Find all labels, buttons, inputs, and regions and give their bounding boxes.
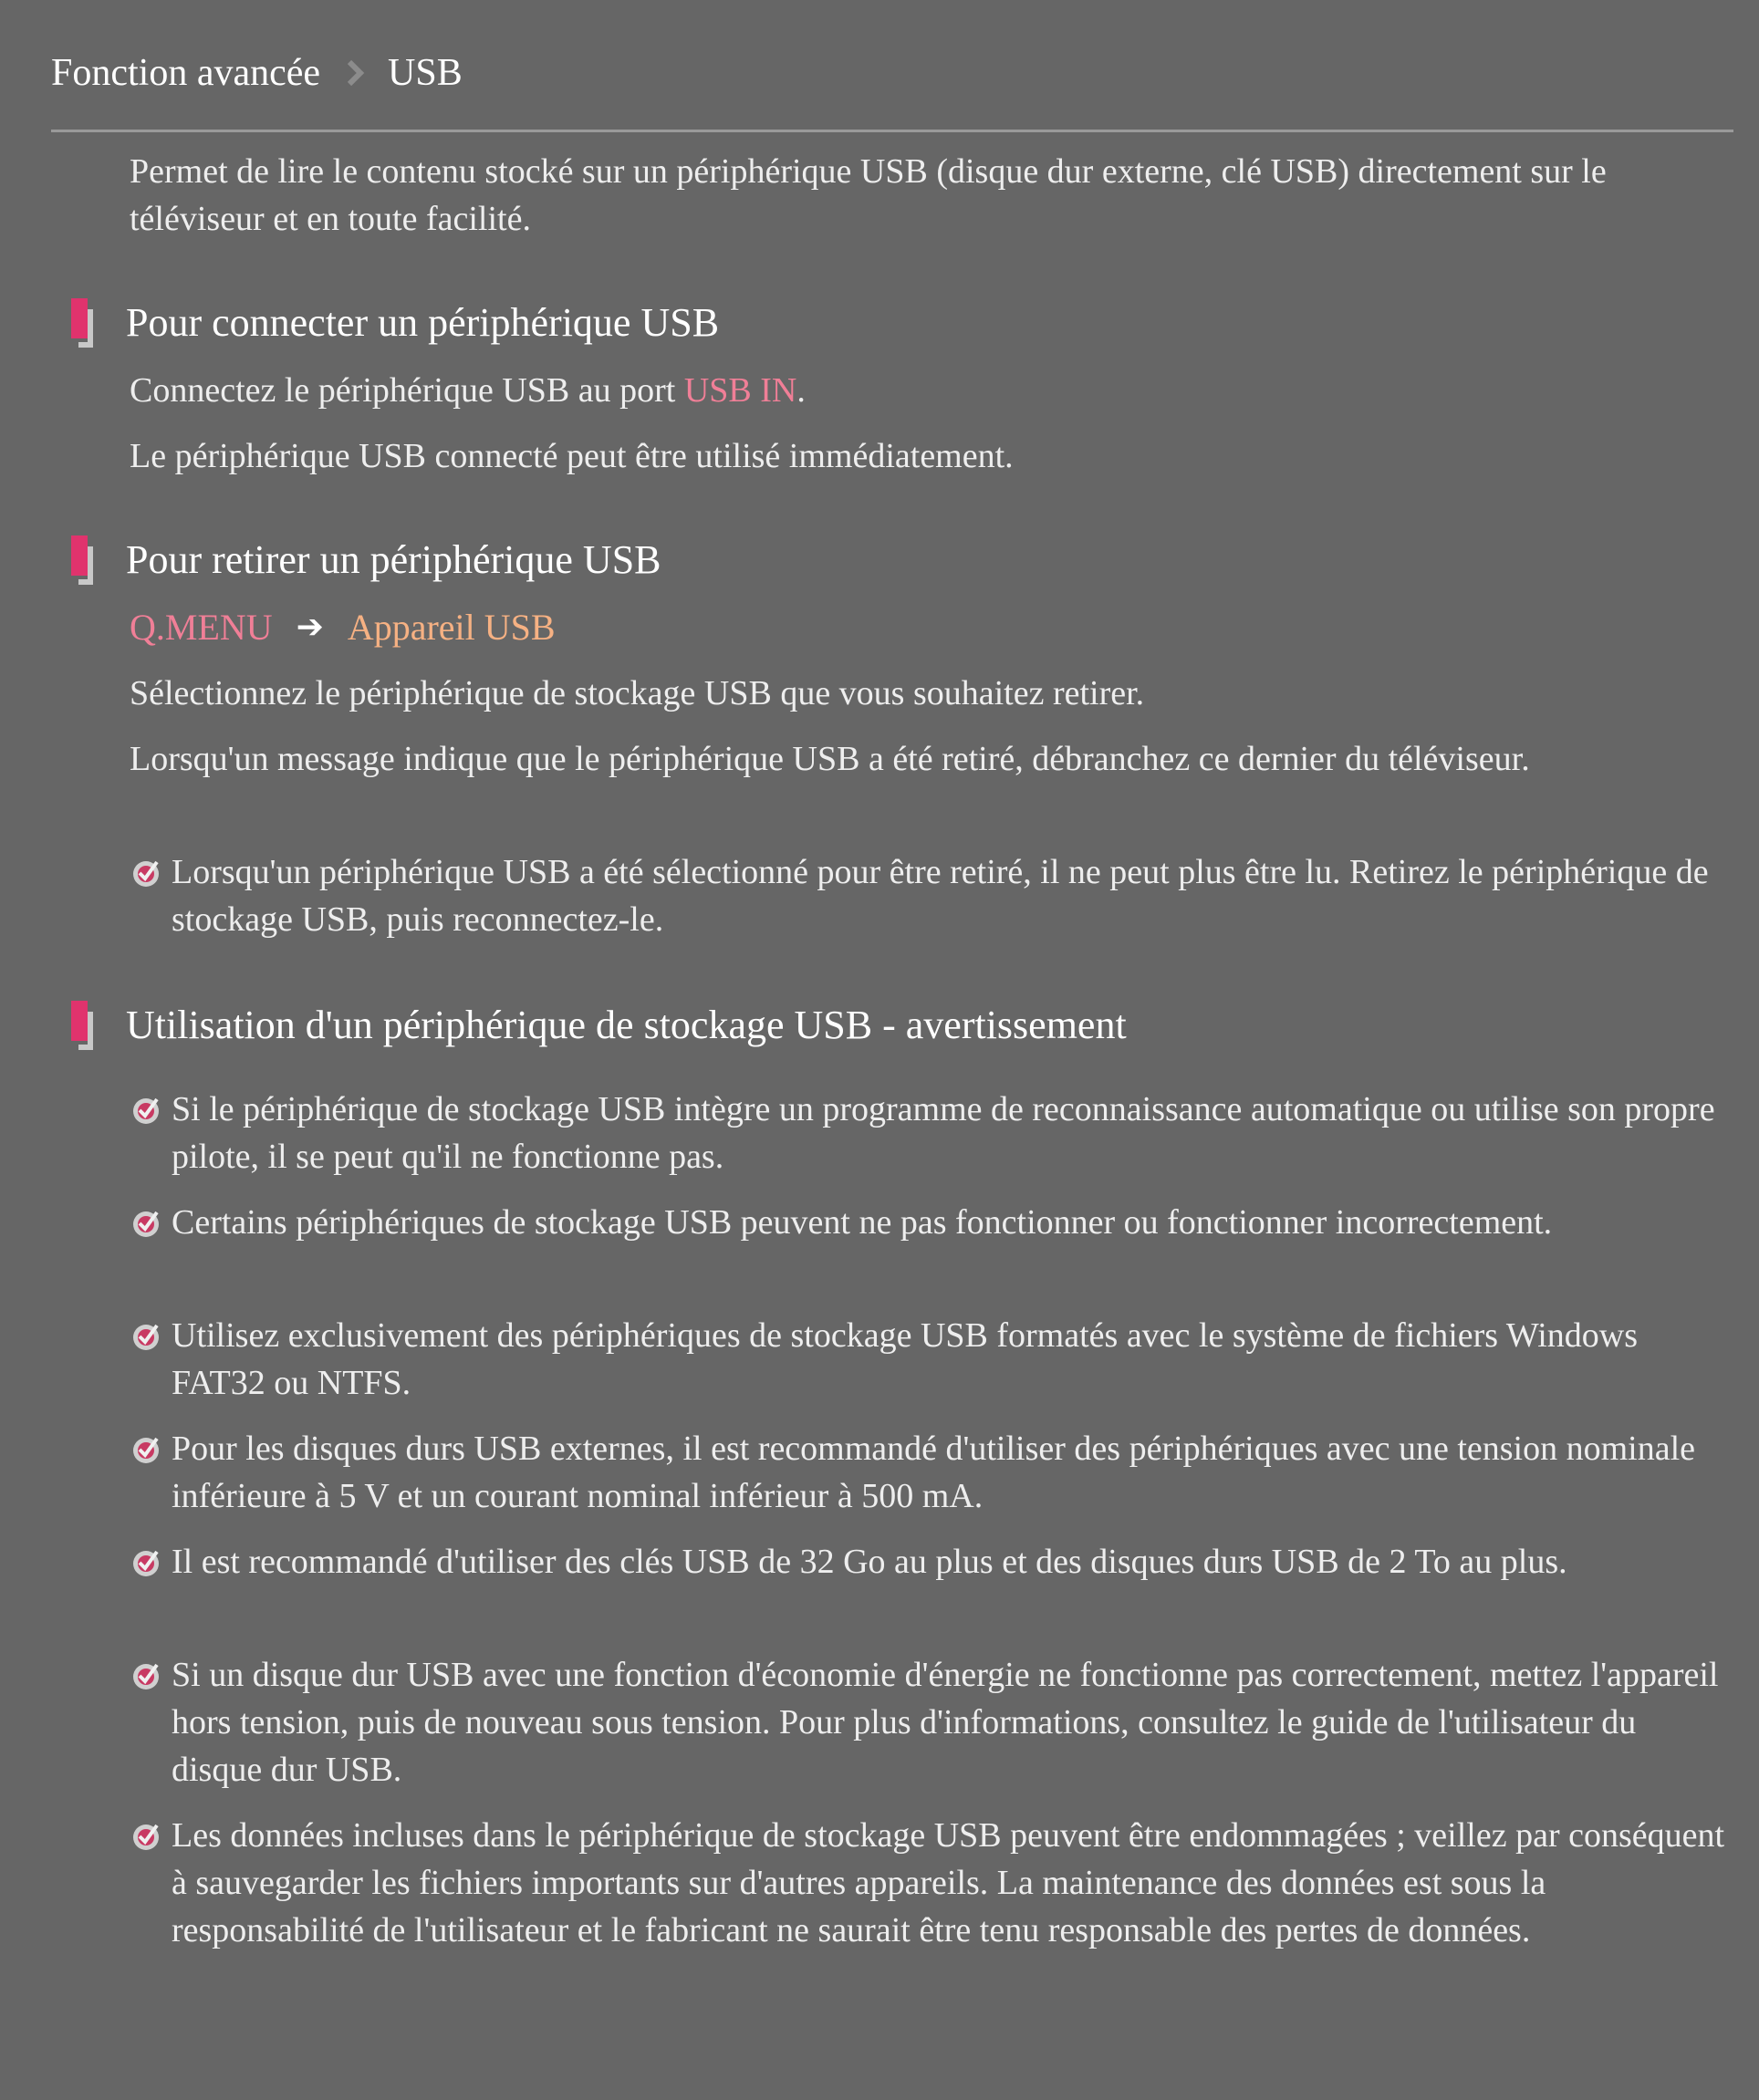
note-item: [130, 1651, 1726, 1793]
breadcrumb: [51, 46, 463, 100]
check-mark-icon: [130, 1207, 162, 1240]
menu-key: Q.MENU: [130, 607, 273, 648]
breadcrumb-parent[interactable]: Fonction avancée: [51, 52, 321, 94]
section-heading-connect: [71, 296, 719, 350]
section-title: Utilisation d'un périphérique de stockage USB - avertissement: [126, 1003, 1127, 1047]
connect-instruction: Connectez le périphérique USB au port USB IN.: [130, 371, 806, 410]
note-text: Utilisez exclusivement des périphériques de stockage USB formatés avec le système de fichiers Windows FAT32 ou NTFS.: [172, 1316, 1639, 1402]
check-mark-icon: [130, 1433, 162, 1466]
note-item: [130, 1086, 1726, 1180]
section-title: Pour connecter un périphérique USB: [126, 300, 720, 345]
section-heading-remove: [71, 533, 661, 587]
note-text: Certains périphériques de stockage USB peuvent ne pas fonctionner ou fonctionner incorrectement.: [172, 1203, 1553, 1242]
note-item: [130, 1312, 1726, 1407]
remove-step-2: Lorsqu'un message indique que le périphérique USB a été retiré, débranchez ce dernier du téléviseur.: [130, 740, 1530, 778]
note-item: [130, 1199, 1726, 1246]
menu-item: Appareil USB: [347, 607, 556, 648]
section-marker-icon: [71, 534, 97, 587]
port-label: USB IN: [683, 371, 797, 410]
chevron-right-icon: [342, 55, 369, 91]
section-marker-icon: [71, 999, 97, 1052]
note-text: Lorsqu'un périphérique USB a été sélectionné pour être retiré, il ne peut plus être lu. Retirez le périphérique de stockage USB, puis reconnectez-le.: [172, 853, 1709, 939]
note-text: Si le périphérique de stockage USB intègre un programme de reconnaissance automatique ou utilise son propre pilote, il se peut qu'il ne fonctionne pas.: [172, 1090, 1715, 1176]
remove-step-1: Sélectionnez le périphérique de stockage USB que vous souhaitez retirer.: [130, 674, 1145, 712]
arrow-right-icon: ➔: [296, 608, 324, 646]
check-mark-icon: [130, 1820, 162, 1853]
note-text: Si un disque dur USB avec une fonction d'économie d'énergie ne fonctionne pas correctement, mettez l'appareil hors tension, puis de nouveau sous tension. Pour plus d'informations, consultez le guide de l'utilisateur du disque dur USB.: [172, 1656, 1719, 1789]
header-divider: [51, 130, 1733, 132]
note-text: Pour les disques durs USB externes, il est recommandé d'utiliser des périphériques avec une tension nominale inférieure à 5 V et un courant nominal inférieur à 500 mA.: [172, 1429, 1696, 1515]
note-text: Il est recommandé d'utiliser des clés USB de 32 Go au plus et des disques durs USB de 2 To au plus.: [172, 1543, 1567, 1581]
check-mark-icon: [130, 1094, 162, 1127]
note-item: [130, 1425, 1726, 1520]
connect-info: Le périphérique USB connecté peut être utilisé immédiatement.: [130, 437, 1014, 475]
intro-text: Permet de lire le contenu stocké sur un périphérique USB (disque dur externe, clé USB) directement sur le téléviseur et en toute facilité.: [130, 152, 1607, 238]
note-item: [130, 848, 1726, 943]
check-mark-icon: [130, 1546, 162, 1579]
section-marker-icon: [71, 296, 97, 349]
menu-path: [130, 602, 556, 653]
section-title: Pour retirer un périphérique USB: [126, 537, 661, 582]
check-mark-icon: [130, 1659, 162, 1692]
note-item: [130, 1812, 1726, 1954]
section-heading-warning: [71, 998, 1127, 1053]
note-item: [130, 1538, 1726, 1585]
check-mark-icon: [130, 857, 162, 889]
check-mark-icon: [130, 1320, 162, 1353]
note-text: Les données incluses dans le périphérique de stockage USB peuvent être endommagées ; veillez par conséquent à sauvegarder les fichiers importants sur d'autres appareils. La maintenance des données est sous la responsabilité de l'utilisateur et le fabricant ne saurait être tenu responsable des pertes de données.: [172, 1816, 1725, 1949]
breadcrumb-current: USB: [388, 52, 463, 94]
